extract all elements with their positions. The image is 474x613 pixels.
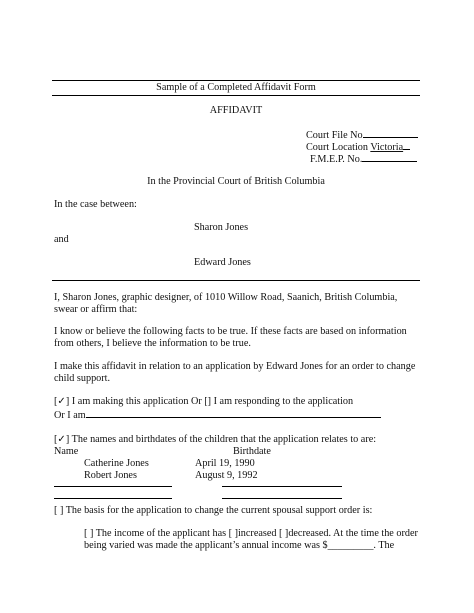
blank-name-line <box>54 486 172 487</box>
income-line-1: [ ] The income of the applicant has [ ]increased [ ]decreased. At the time the order <box>84 528 418 539</box>
fmep-no-blank <box>362 152 417 162</box>
basis-line: [ ] The basis for the application to change the current spousal support order is: <box>54 505 373 516</box>
fmep-no-label: F.M.E.P. No. <box>310 154 363 165</box>
column-birthdate-header: Birthdate <box>233 446 271 457</box>
deponent-line-1: I, Sharon Jones, graphic designer, of 1010 Willow Road, Saanich, British Columbia, <box>54 292 398 303</box>
banner-title: Sample of a Completed Affidavit Form <box>156 82 316 93</box>
court-location-label: Court Location <box>306 142 368 153</box>
other-role-line <box>54 408 381 422</box>
children-intro: [✓] The names and birthdates of the children that the application relates to are: <box>54 434 377 445</box>
column-name-header: Name <box>54 446 79 457</box>
banner-rule <box>52 95 420 96</box>
child-birthdate: August 9, 1992 <box>195 470 258 481</box>
other-role-blank <box>86 408 381 418</box>
child-birthdate: April 19, 1990 <box>195 458 255 469</box>
document-title: AFFIDAVIT <box>209 105 263 116</box>
belief-line-2: from others, I believe the information to be true. <box>54 338 251 349</box>
court-name: In the Provincial Court of British Columbia <box>147 176 325 187</box>
court-file-no-label: Court File No <box>306 130 363 141</box>
fmep-no <box>310 152 417 166</box>
child-name: Robert Jones <box>84 470 137 481</box>
application-role-line: [✓] I am making this application Or [] I am responding to the application <box>54 396 354 407</box>
and-label: and <box>54 234 69 245</box>
section-rule <box>52 280 420 281</box>
party-respondent: Edward Jones <box>194 257 251 268</box>
purpose-line-2: child support. <box>54 373 111 384</box>
income-line-2: being varied was made the applicant’s annual income was $_________. The <box>84 540 395 551</box>
top-rule <box>52 80 420 81</box>
deponent-line-2: swear or affirm that: <box>54 304 138 315</box>
blank-name-line <box>54 498 172 499</box>
blank-birthdate-line <box>222 498 342 499</box>
other-role-label: Or I am <box>54 410 86 421</box>
purpose-line-1: I make this affidavit in relation to an application by Edward Jones for an order to change <box>54 361 416 372</box>
party-applicant: Sharon Jones <box>194 222 249 233</box>
court-location-blank <box>403 140 410 150</box>
blank-birthdate-line <box>222 486 342 487</box>
court-file-no-blank <box>363 128 418 138</box>
belief-line-1: I know or believe the following facts to be true. If these facts are based on information <box>54 326 407 337</box>
court-location-value: Victoria <box>370 142 404 153</box>
case-intro: In the case between: <box>54 199 137 210</box>
child-name: Catherine Jones <box>84 458 149 469</box>
